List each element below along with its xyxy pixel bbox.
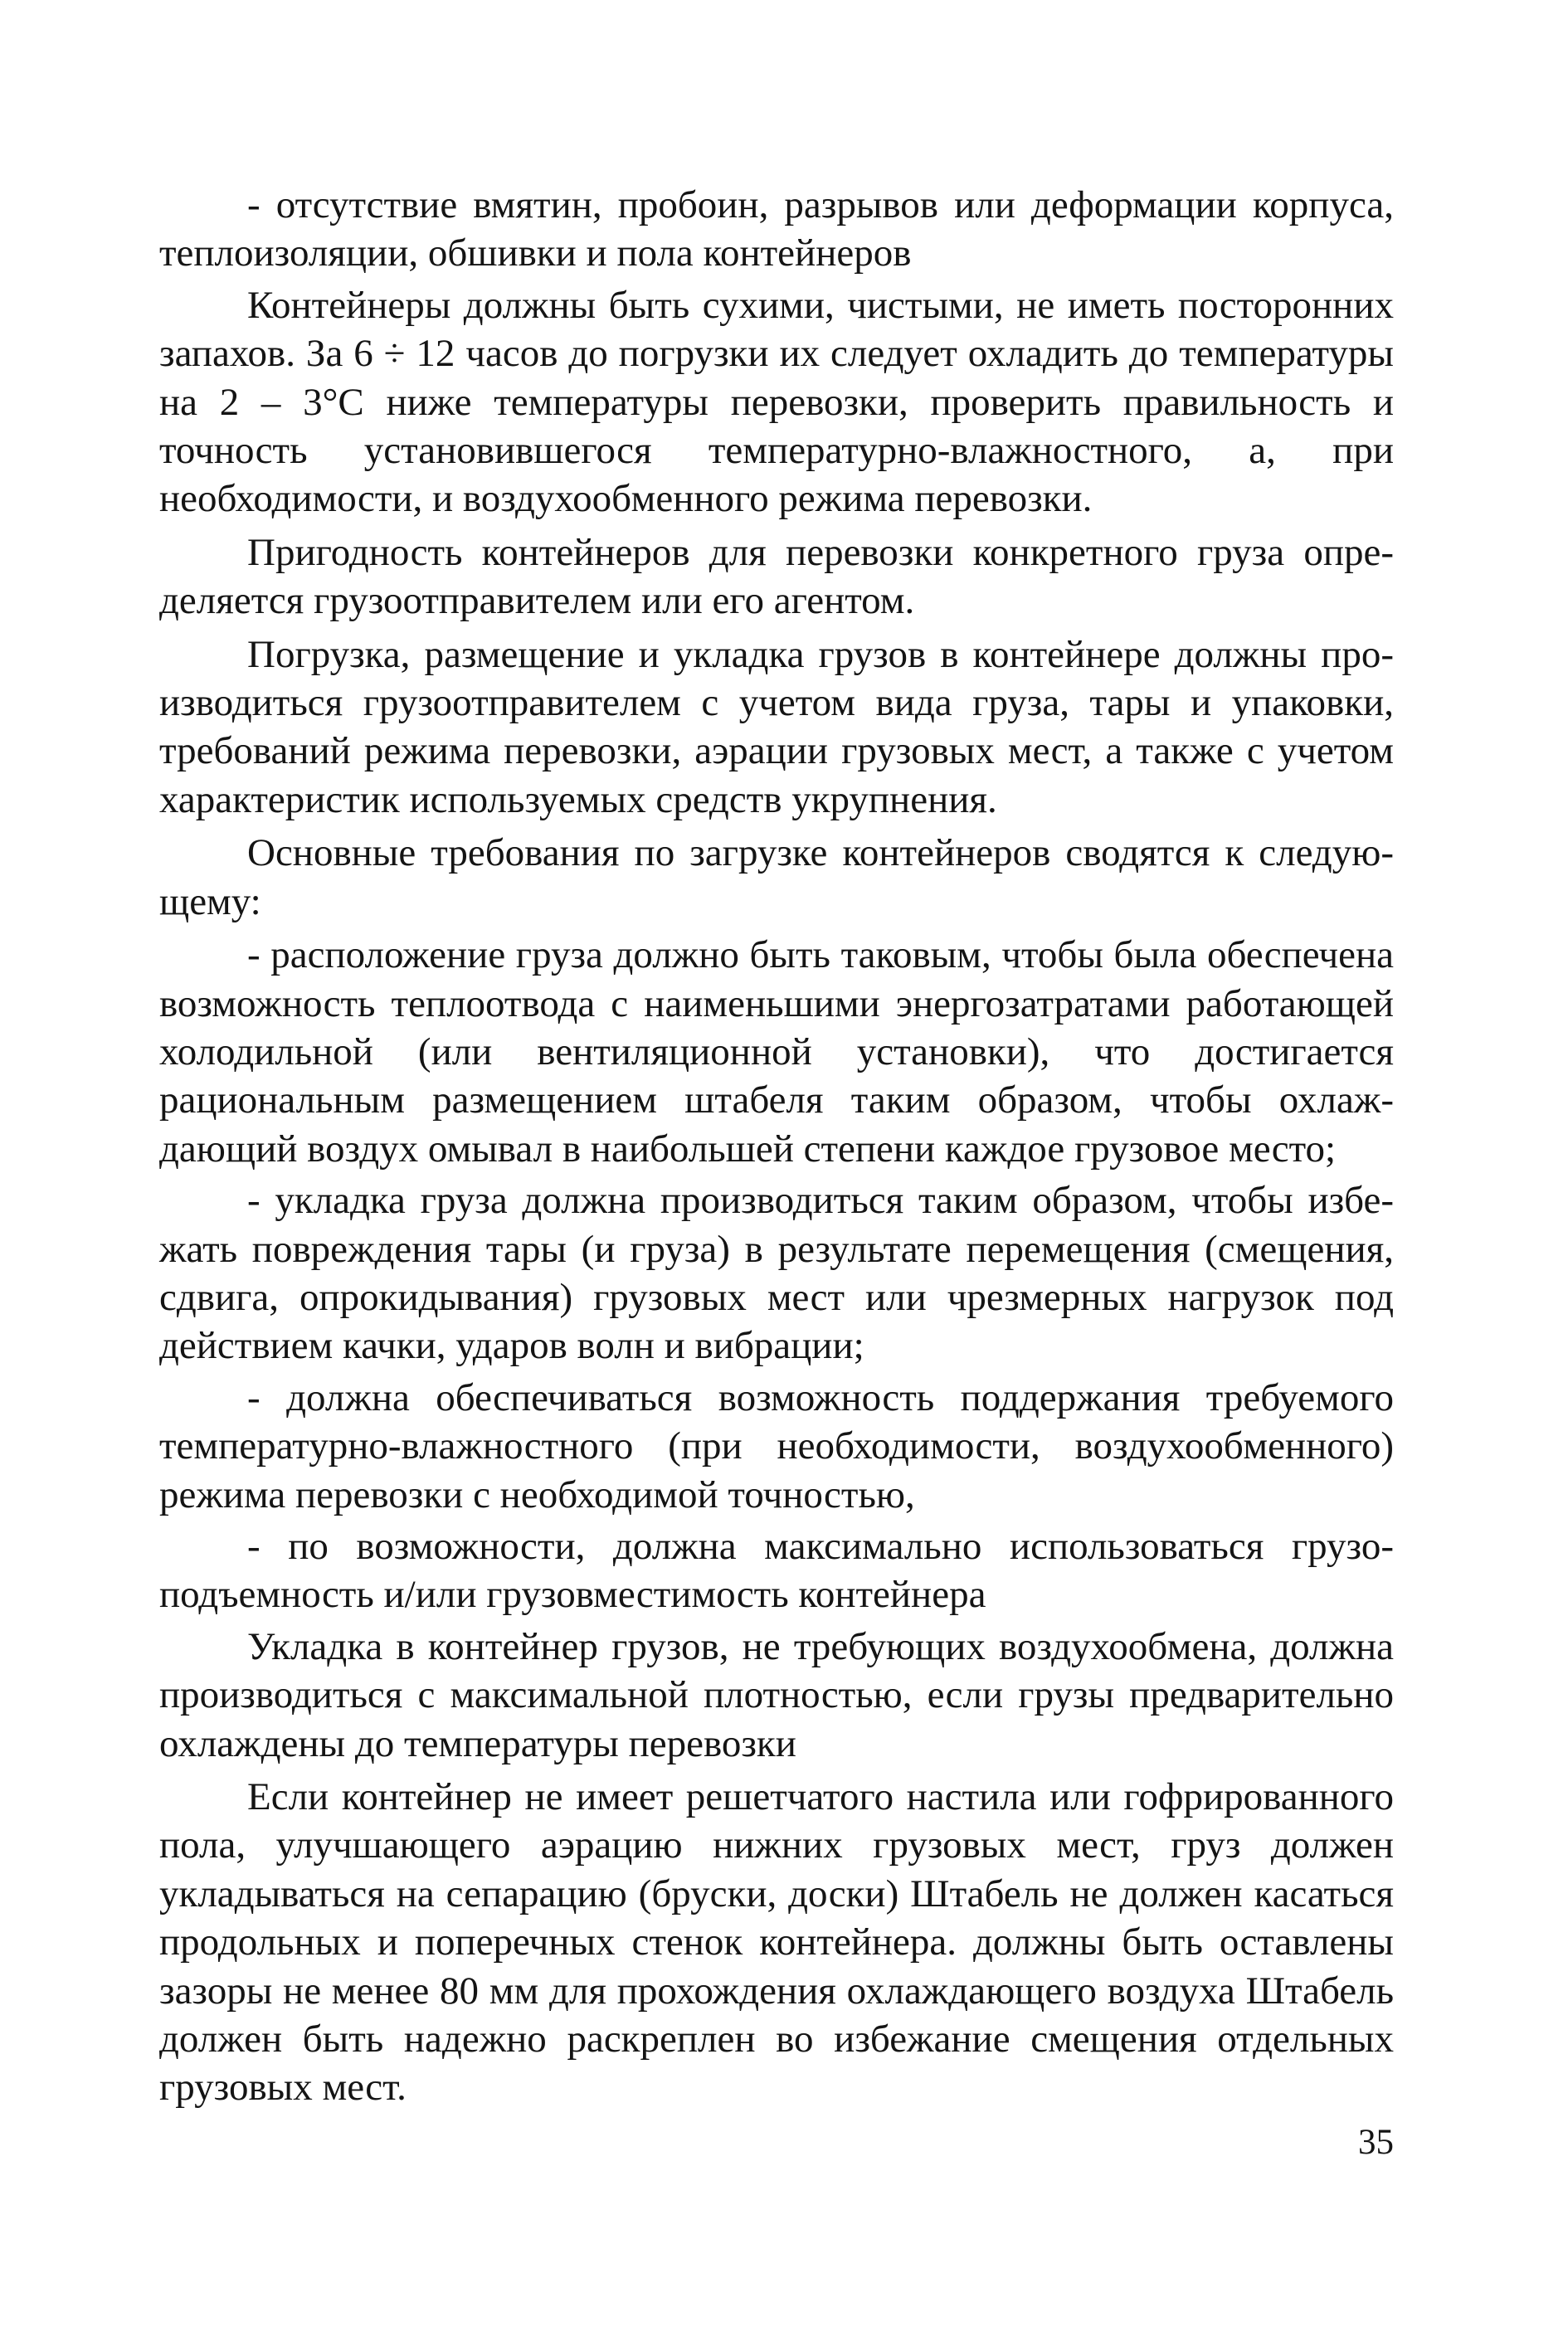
paragraph-separation-stack: Если контейнер не имеет решетчатого настила или гофрированного пола, улучшающего аэрацию нижних грузовых мест, груз должен укладываться на сепарацию (бруски, доски) Штабель не должен касаться продольных и поперечных стенок контейнера. должны быть оставлены зазоры не менее 80 мм для прохождения охлаждающего воздуха Штабель должен быть надежно раскреплен во избежание смещения отдельных грузовых мест.: [159, 1775, 1394, 2110]
paragraph-requirement-no-dents: - отсутствие вмятин, пробоин, разрывов или деформации корпуса, теплоизоляции, обшивки и пола контейнеров: [159, 183, 1394, 275]
paragraph-suitability: Пригодность контейнеров для перевозки конкретного груза определяется грузоотправителем или его агентом.: [159, 530, 1394, 623]
paragraph-cargo-stowage: - укладка груза должна производиться таким образом, чтобы избежать повреждения тары (и груза) в результате перемещения (смещения, сдвига, опрокидывания) грузовых мест или чрезмерных нагрузок под действием качки, ударов волн и вибрации;: [159, 1179, 1394, 1368]
paragraph-loading-placement: Погрузка, размещение и укладка грузов в контейнере должны производиться грузоотправителем с учетом вида груза, тары и упаковки, требований режима перевозки, аэрации грузовых мест, а также с учетом характеристик используемых средств укрупнения.: [159, 632, 1394, 821]
paragraph-dense-stowage: Укладка в контейнер грузов, не требующих воздухообмена, должна производиться с максимальной плотностью, если грузы предварительно охлаждены до температуры перевозки: [159, 1624, 1394, 1765]
body-text: [159, 181, 1394, 2117]
paragraph-main-requirements: Основные требования по загрузке контейнеров сводятся к следующему:: [159, 831, 1394, 923]
paragraph-capacity-usage: - по возможности, должна максимально использоваться грузоподъемность и/или грузовместимость контейнера: [159, 1524, 1394, 1617]
page-number: 35: [1358, 2123, 1394, 2162]
paragraph-regime-maintenance: - должна обеспечиваться возможность поддержания требуемого температурно-влажностного (при необходимости, воздухообменного) режима перевозки с необходимой точностью,: [159, 1375, 1394, 1516]
paragraph-containers-dry-clean: Контейнеры должны быть сухими, чистыми, не иметь посторонних запахов. За 6 ÷ 12 часов до погрузки их следует охладить до температуры на 2 – 3°С ниже температуры перевозки, проверить правильность и точность установившегося температурно-влажностного, а, при необходимости, и воздухообменного режима перевозки.: [159, 283, 1394, 521]
paragraph-cargo-arrangement: - расположение груза должно быть таковым, чтобы была обеспечена возможность теплоотвода с наименьшими энергозатратами работающей холодильной (или вентиляционной установки), что достигается рациональным размещением штабеля таким образом, чтобы охлаждающий воздух омывал в наибольшей степени каждое грузовое место;: [159, 933, 1394, 1171]
